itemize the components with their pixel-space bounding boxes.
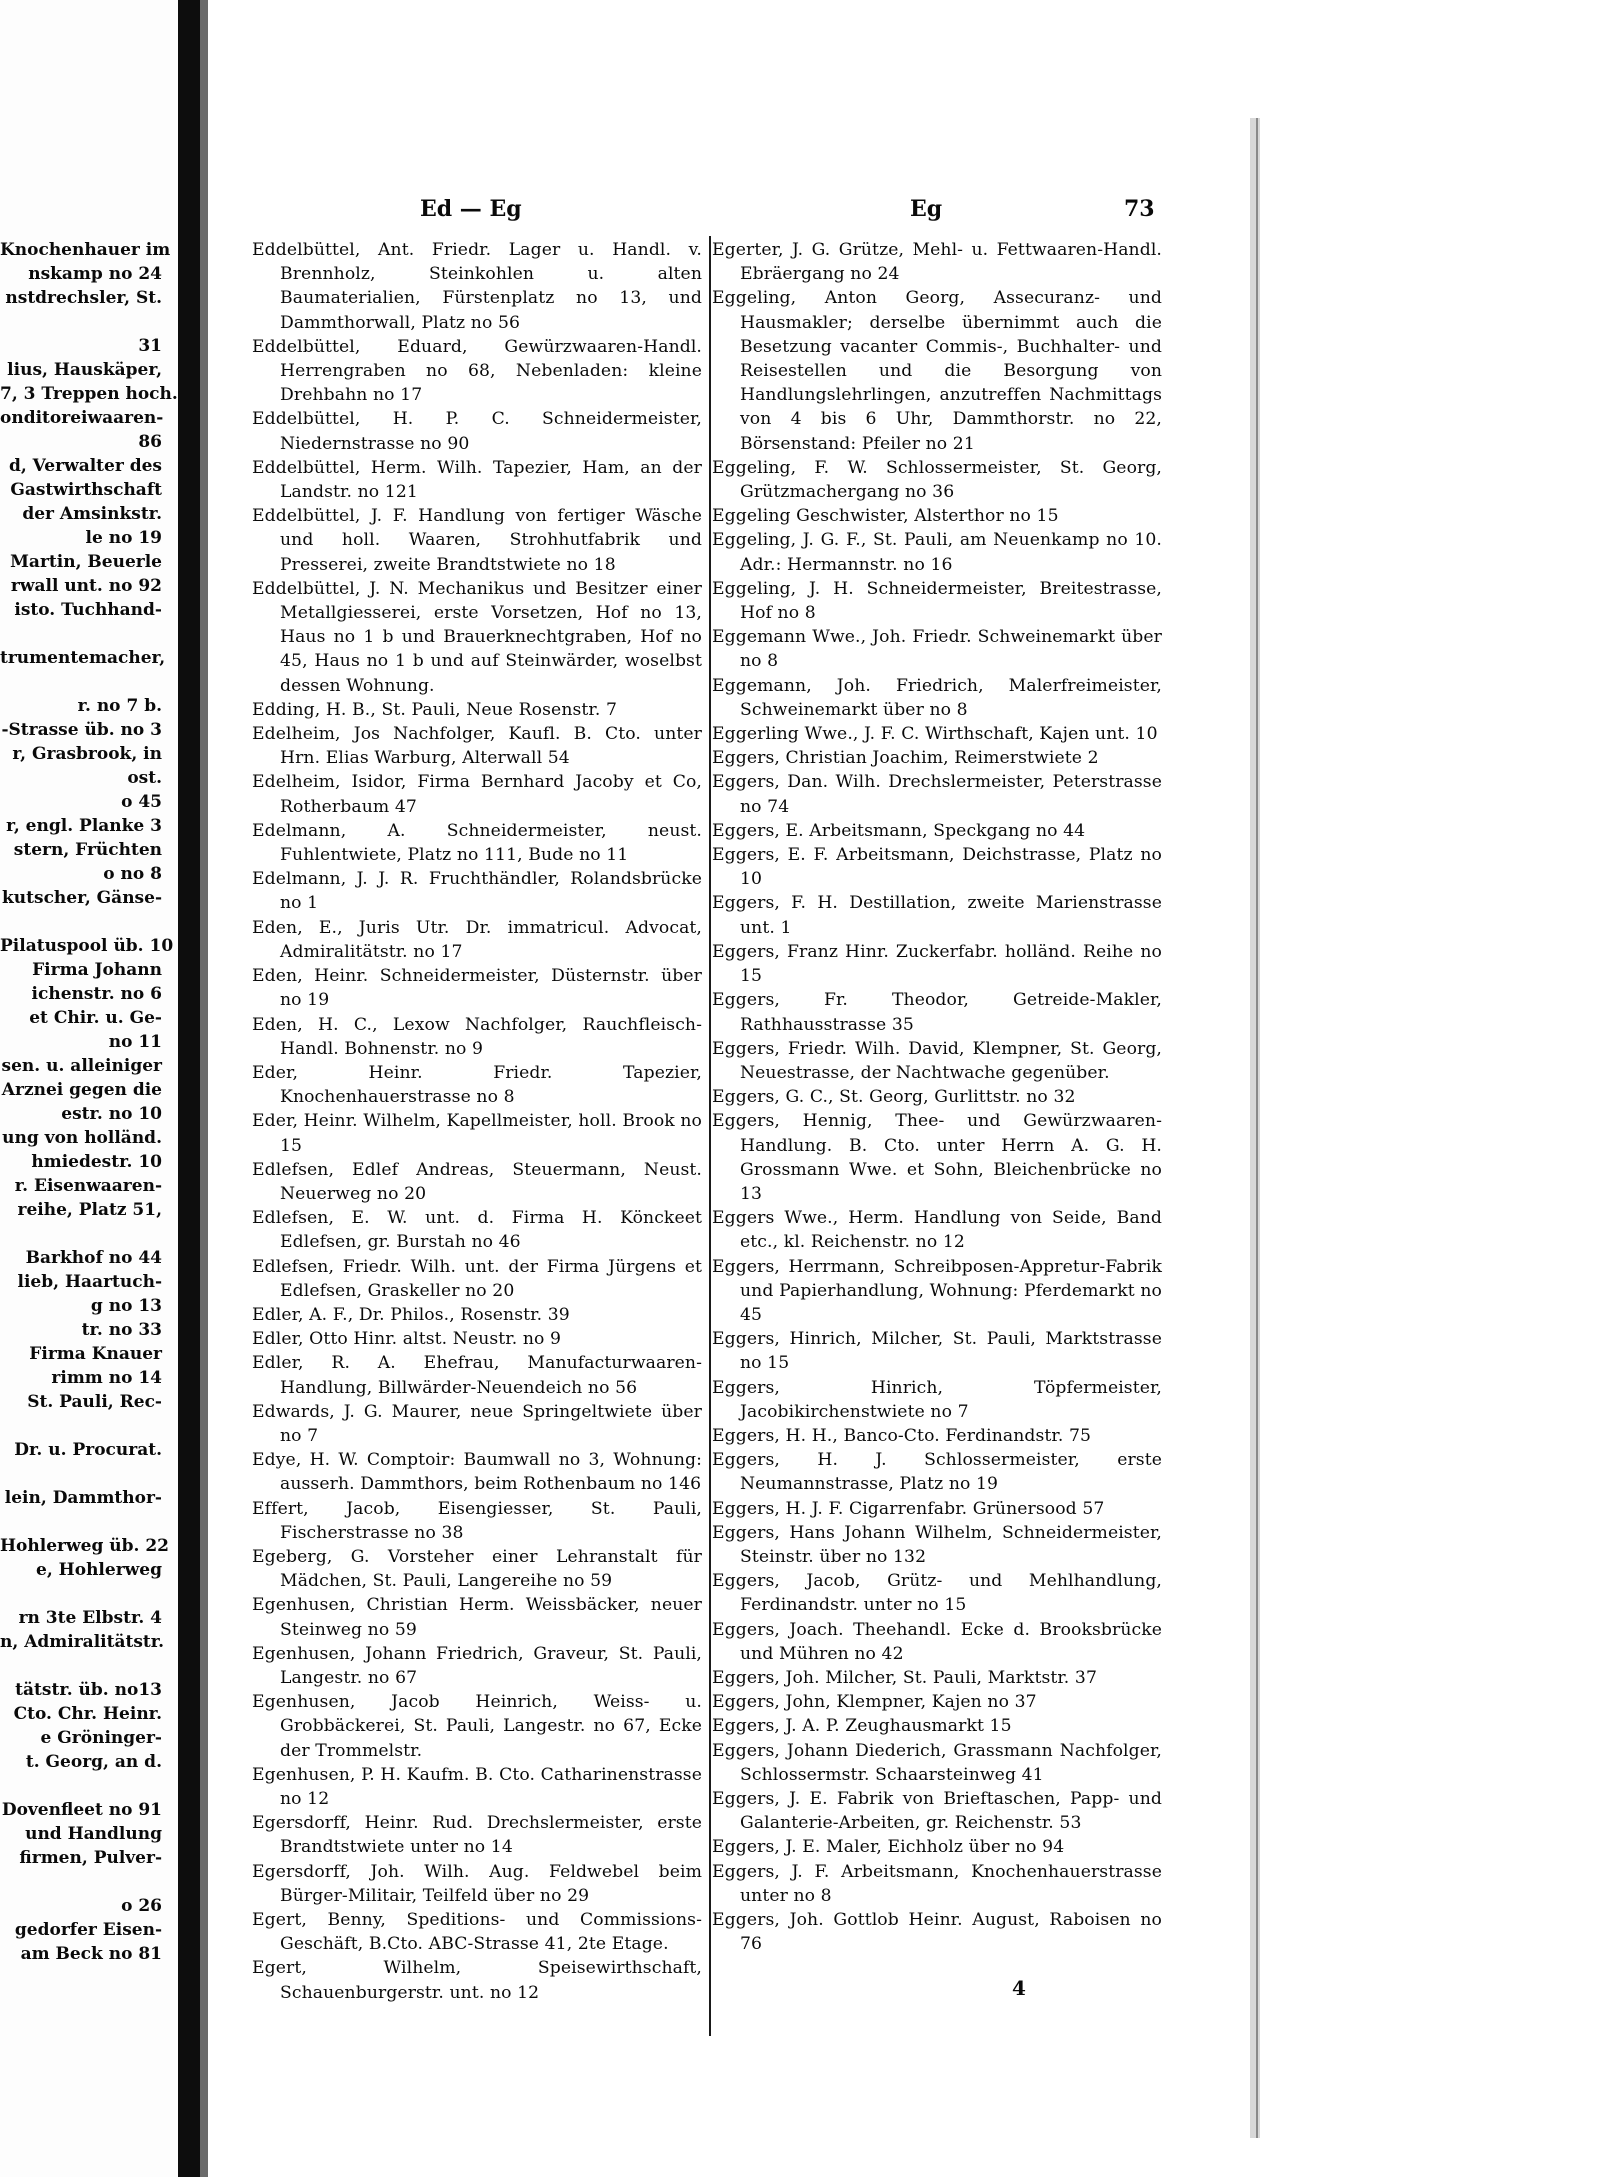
directory-entry: Egersdorff, Joh. Wilh. Aug. Feldwebel beim Bürger-Militair, Teilfeld über no 29 xyxy=(252,1861,702,1906)
left-page-line: o no 8 xyxy=(103,864,162,884)
directory-entry: Eden, H. C., Lexow Nachfolger, Rauchfleisch-Handl. Bohnenstr. no 9 xyxy=(252,1014,702,1059)
book-gutter-shadow xyxy=(200,0,208,2177)
directory-entry: Edler, R. A. Ehefrau, Manufacturwaaren-Handlung, Billwärder-Neuendeich no 56 xyxy=(252,1353,702,1398)
left-page-line: 7, 3 Treppen hoch. xyxy=(0,384,178,404)
left-page-line: et Chir. u. Ge- xyxy=(29,1008,162,1028)
directory-entry: Eggeling, F. W. Schlossermeister, St. Georg, Grützmachergang no 36 xyxy=(712,457,1162,503)
directory-entry: Eggers, H. J. Schlossermeister, erste Neumannstrasse, Platz no 19 xyxy=(712,1450,1162,1495)
directory-entry: Eggers, J. E. Maler, Eichholz über no 94 xyxy=(712,1837,1065,1858)
left-page-line: no 11 xyxy=(108,1032,162,1052)
left-page-line xyxy=(0,1222,178,1246)
left-page-line: r. no 7 b. xyxy=(77,696,162,716)
left-page-line xyxy=(0,670,178,694)
left-page-line: reihe, Platz 51, xyxy=(17,1200,162,1220)
left-page-line: Hohlerweg üb. 22 xyxy=(0,1536,169,1556)
directory-entry: Eder, Heinr. Wilhelm, Kapellmeister, holl. Brook no 15 xyxy=(252,1111,702,1156)
left-page-line: Martin, Beuerle xyxy=(10,552,162,572)
directory-entry: Eggemann, Joh. Friedrich, Malerfreimeister, Schweinemarkt über no 8 xyxy=(712,675,1162,720)
book-gutter xyxy=(178,0,200,2177)
directory-entry: Egerter, J. G. Grütze, Mehl- u. Fettwaaren-Handl. Ebräergang no 24 xyxy=(712,240,1162,285)
directory-entry: Edler, Otto Hinr. altst. Neustr. no 9 xyxy=(252,1329,562,1350)
left-page-line: ichenstr. no 6 xyxy=(31,984,162,1004)
directory-entry: Edelheim, Isidor, Firma Bernhard Jacoby et Co, Rotherbaum 47 xyxy=(252,772,702,817)
left-page-line xyxy=(0,1414,178,1438)
directory-entry: Eggers, Hans Johann Wilhelm, Schneidermeister, Steinstr. über no 132 xyxy=(712,1522,1162,1567)
directory-entry: Eggers, Joach. Theehandl. Ecke d. Brooksbrücke und Mühren no 42 xyxy=(712,1619,1162,1664)
directory-entry: Eggers, F. H. Destillation, zweite Marienstrasse unt. 1 xyxy=(712,893,1162,938)
left-page-line: r, Grasbrook, in xyxy=(12,744,162,764)
directory-entry: Eggers, Hinrich, Töpfermeister, Jacobikirchenstwiete no 7 xyxy=(712,1377,1162,1422)
left-page-line xyxy=(0,1510,178,1534)
directory-entry: Eggeling, J. G. F., St. Pauli, am Neuenkamp no 10. Adr.: Hermannstr. no 16 xyxy=(712,530,1162,575)
left-page-line: sen. u. alleiniger xyxy=(1,1056,162,1076)
left-page-lines xyxy=(0,238,178,1966)
left-page-line: e, Hohlerweg xyxy=(36,1560,162,1580)
directory-entry: Eggers, Franz Hinr. Zuckerfabr. holländ. Reihe no 15 xyxy=(712,941,1162,987)
directory-entry: Eggers, J. E. Fabrik von Brieftaschen, Papp- und Galanterie-Arbeiten, gr. Reichenstr. 53 xyxy=(712,1789,1162,1834)
directory-entry: Eggers Wwe., Herm. Handlung von Seide, Band etc., kl. Reichenstr. no 12 xyxy=(712,1208,1162,1253)
left-page-line xyxy=(0,1462,178,1486)
directory-entry: Egersdorff, Heinr. Rud. Drechslermeister, erste Brandtstwiete unter no 14 xyxy=(252,1813,702,1858)
left-page-line: Pilatuspool üb. 10 xyxy=(0,936,174,956)
left-page-line xyxy=(0,1870,178,1894)
left-page-line: o 45 xyxy=(121,792,162,812)
directory-entry: Eggers, Herrmann, Schreibposen-Appretur-Fabrik und Papierhandlung, Wohnung: Pferdemarkt no 45 xyxy=(712,1256,1162,1325)
directory-entry: Egert, Benny, Speditions- und Commissions-Geschäft, B.Cto. ABC-Strasse 41, 2te Etage. xyxy=(252,1910,702,1955)
left-page-line: r, engl. Planke 3 xyxy=(6,816,162,836)
directory-entry: Eggers, Hennig, Thee- und Gewürzwaaren-Handlung. B. Cto. unter Herrn A. G. H. Grossmann Wwe. et Sohn, Bleichenbrücke no 13 xyxy=(712,1111,1162,1204)
left-page-line: ost. xyxy=(127,768,162,788)
left-page-line: rwall unt. no 92 xyxy=(10,576,162,596)
left-page-line: tätstr. üb. no13 xyxy=(15,1680,162,1700)
directory-entry: Edlefsen, E. W. unt. d. Firma H. Könckeet Edlefsen, gr. Burstah no 46 xyxy=(252,1208,702,1253)
left-page-line: g no 13 xyxy=(90,1296,162,1316)
left-page-line: 31 xyxy=(138,336,162,356)
left-page-line: kutscher, Gänse- xyxy=(2,888,162,908)
left-page-line: lieb, Haartuch- xyxy=(17,1272,162,1292)
directory-entry: Edwards, J. G. Maurer, neue Springeltwiete über no 7 xyxy=(252,1401,702,1446)
directory-entry: Eggers, Joh. Milcher, St. Pauli, Marktstr. 37 xyxy=(712,1667,1098,1688)
left-page-line: Dr. u. Procurat. xyxy=(14,1440,162,1460)
directory-entry: Eggers, E. F. Arbeitsmann, Deichstrasse, Platz no 10 xyxy=(712,845,1162,890)
directory-entry: Eddelbüttel, J. N. Mechanikus und Besitzer einer Metallgiesserei, erste Vorsetzen, Hof no 13, Haus no 1 b und Brauerknechtgraben, Hof no 45, Haus no 1 b und auf Steinwärder, woselbst dessen Wohnung. xyxy=(252,578,702,696)
left-page-line: n, Admiralitätstr. xyxy=(0,1632,165,1652)
directory-entry: Eggers, Fr. Theodor, Getreide-Makler, Rathhausstrasse 35 xyxy=(712,990,1162,1035)
directory-entry: Edlefsen, Edlef Andreas, Steuermann, Neust. Neuerweg no 20 xyxy=(252,1159,702,1204)
left-page-line xyxy=(0,1582,178,1606)
directory-entry: Edelheim, Jos Nachfolger, Kaufl. B. Cto. unter Hrn. Elias Warburg, Alterwall 54 xyxy=(252,724,702,769)
left-page-line: Knochenhauer im xyxy=(0,240,171,260)
directory-entry: Egenhusen, P. H. Kaufm. B. Cto. Catharinenstrasse no 12 xyxy=(252,1764,702,1809)
directory-entry: Edlefsen, Friedr. Wilh. unt. der Firma Jürgens et Edlefsen, Graskeller no 20 xyxy=(252,1256,702,1301)
left-page-line: d, Verwalter des xyxy=(8,456,162,476)
directory-entry: Eggers, Friedr. Wilh. David, Klempner, St. Georg, Neuestrasse, der Nachtwache gegenüber. xyxy=(712,1038,1162,1083)
left-page-line: firmen, Pulver- xyxy=(19,1848,162,1868)
directory-entry: Eddelbüttel, J. F. Handlung von fertiger Wäsche und holl. Waaren, Strohhutfabrik und Presserei, zweite Brandtstwiete no 18 xyxy=(252,506,702,575)
left-page-line: Cto. Chr. Heinr. xyxy=(13,1704,162,1724)
left-page-line xyxy=(0,1654,178,1678)
left-page-line: trumentemacher, xyxy=(0,648,166,668)
left-page-line: -Strasse üb. no 3 xyxy=(1,720,162,740)
left-page-line: stern, Früchten xyxy=(13,840,162,860)
running-head-middle: Eg xyxy=(910,196,943,222)
directory-entry: Eddelbüttel, Eduard, Gewürzwaaren-Handl. Herrengraben no 68, Nebenladen: kleine Drehbahn no 17 xyxy=(252,336,702,406)
left-page-line: lein, Dammthor- xyxy=(4,1488,162,1508)
directory-entry: Edler, A. F., Dr. Philos., Rosenstr. 39 xyxy=(252,1304,570,1325)
left-page-line: estr. no 10 xyxy=(61,1104,162,1124)
left-page-line: nstdrechsler, St. xyxy=(5,288,162,308)
directory-entry: Eddelbüttel, Herm. Wilh. Tapezier, Ham, an der Landstr. no 121 xyxy=(252,457,702,503)
directory-entry: Eggers, H. J. F. Cigarrenfabr. Grünersood 57 xyxy=(712,1498,1105,1519)
directory-entry: Eggemann Wwe., Joh. Friedr. Schweinemarkt über no 8 xyxy=(712,627,1162,672)
directory-entry: Eggers, E. Arbeitsmann, Speckgang no 44 xyxy=(712,820,1086,841)
signature-mark: 4 xyxy=(1012,1976,1026,2000)
left-page-line: le no 19 xyxy=(85,528,162,548)
left-page-line: gedorfer Eisen- xyxy=(14,1920,162,1940)
directory-entry: Eggeling, J. H. Schneidermeister, Breitestrasse, Hof no 8 xyxy=(712,578,1162,624)
left-page-line: tr. no 33 xyxy=(81,1320,162,1340)
left-page-fragment xyxy=(0,0,178,2177)
left-page-line xyxy=(0,1774,178,1798)
directory-entry: Eder, Heinr. Friedr. Tapezier, Knochenhauerstrasse no 8 xyxy=(252,1062,702,1108)
directory-entry: Eggers, Joh. Gottlob Heinr. August, Raboisen no 76 xyxy=(712,1910,1162,1955)
left-page-line: lius, Hauskäper, xyxy=(7,360,162,380)
left-page-line: e Gröninger- xyxy=(40,1728,162,1748)
left-page-line: Arznei gegen die xyxy=(1,1080,162,1100)
left-page-line: St. Pauli, Rec- xyxy=(27,1392,162,1412)
directory-entry: Egenhusen, Johann Friedrich, Graveur, St. Pauli, Langestr. no 67 xyxy=(252,1643,702,1688)
left-page-line: r. Eisenwaaren- xyxy=(14,1176,162,1196)
directory-entry: Eden, Heinr. Schneidermeister, Düsternstr. über no 19 xyxy=(252,966,702,1011)
left-page-line: t. Georg, an d. xyxy=(25,1752,162,1772)
directory-entry: Eggers, G. C., St. Georg, Gurlittstr. no 32 xyxy=(712,1087,1076,1108)
left-page-line: der Amsinkstr. xyxy=(22,504,162,524)
left-page-line: Firma Knauer xyxy=(29,1344,162,1364)
left-page-line: ung von holländ. xyxy=(2,1128,162,1148)
running-head-left: Ed — Eg xyxy=(420,196,522,222)
directory-entry: Eggers, J. A. P. Zeughausmarkt 15 xyxy=(712,1716,1012,1737)
directory-entry: Edding, H. B., St. Pauli, Neue Rosenstr. 7 xyxy=(252,699,618,720)
directory-entry: Eggers, Hinrich, Milcher, St. Pauli, Marktstrasse no 15 xyxy=(712,1329,1162,1374)
directory-entry: Eddelbüttel, H. P. C. Schneidermeister, Niedernstrasse no 90 xyxy=(252,409,702,454)
left-page-line: isto. Tuchhand- xyxy=(14,600,162,620)
directory-entry: Edelmann, J. J. R. Fruchthändler, Rolandsbrücke no 1 xyxy=(252,869,702,914)
directory-entry: Eden, E., Juris Utr. Dr. immatricul. Advocat, Admiralitätstr. no 17 xyxy=(252,917,702,962)
directory-entry: Eggers, Johann Diederich, Grassmann Nachfolger, Schlossermstr. Schaarsteinweg 41 xyxy=(712,1740,1162,1785)
left-page-line: Dovenfleet no 91 xyxy=(1,1800,162,1820)
directory-entry: Eggers, Jacob, Grütz- und Mehlhandlung, Ferdinandstr. unter no 15 xyxy=(712,1571,1162,1616)
directory-entry: Eggeling, Anton Georg, Assecuranz- und Hausmakler; derselbe übernimmt auch die Besetzung vacanter Commis-, Buchhalter- und Reisestellen und die Besorgung von Handlungslehrlingen, anzutreffen Nachmittags von 4 bis 6 Uhr, Dammthorstr. no 22, Börsenstand: Pfeiler no 21 xyxy=(712,288,1162,454)
directory-entry: Egenhusen, Jacob Heinrich, Weiss- u. Grobbäckerei, St. Pauli, Langestr. no 67, Ecke der Trommelstr. xyxy=(252,1692,702,1761)
left-page-line xyxy=(0,622,178,646)
directory-entry: Eggeling Geschwister, Alsterthor no 15 xyxy=(712,506,1059,527)
page-edge xyxy=(1250,118,1260,2138)
column-divider xyxy=(709,236,711,2036)
directory-entry: Eddelbüttel, Ant. Friedr. Lager u. Handl. v. Brennholz, Steinkohlen u. alten Baumaterialien, Fürstenplatz no 13, und Dammthorwall, Platz no 56 xyxy=(252,240,702,333)
directory-column-left xyxy=(252,238,702,2005)
directory-column-right xyxy=(712,238,1162,1956)
left-page-line: 86 xyxy=(138,432,162,452)
left-page-line: Firma Johann xyxy=(32,960,162,980)
directory-entry: Eggers, Dan. Wilh. Drechslermeister, Peterstrasse no 74 xyxy=(712,772,1162,817)
directory-entry: Effert, Jacob, Eisengiesser, St. Pauli, Fischerstrasse no 38 xyxy=(252,1498,702,1543)
left-page-line: rn 3te Elbstr. 4 xyxy=(18,1608,162,1628)
page-number: 73 xyxy=(1124,196,1155,222)
left-page-line: Barkhof no 44 xyxy=(25,1248,162,1268)
directory-entry: Eggerling Wwe., J. F. C. Wirthschaft, Kajen unt. 10 xyxy=(712,724,1158,745)
left-page-line: onditoreiwaaren- xyxy=(0,408,164,428)
directory-entry: Eggers, J. F. Arbeitsmann, Knochenhauerstrasse unter no 8 xyxy=(712,1861,1162,1906)
directory-entry: Edye, H. W. Comptoir: Baumwall no 3, Wohnung: ausserh. Dammthors, beim Rothenbaum no 146 xyxy=(252,1450,702,1495)
left-page-line: rimm no 14 xyxy=(51,1368,162,1388)
page-edge-line xyxy=(1256,118,1258,2138)
left-page-line: Gastwirthschaft xyxy=(10,480,162,500)
left-page-line: hmiedestr. 10 xyxy=(31,1152,162,1172)
left-page-line: am Beck no 81 xyxy=(20,1944,162,1964)
left-page-line xyxy=(0,910,178,934)
directory-entry: Egeberg, G. Vorsteher einer Lehranstalt für Mädchen, St. Pauli, Langereihe no 59 xyxy=(252,1546,702,1592)
left-page-line: o 26 xyxy=(121,1896,162,1916)
directory-entry: Eggers, John, Klempner, Kajen no 37 xyxy=(712,1692,1037,1713)
left-page-line: und Handlung xyxy=(25,1824,162,1844)
directory-entry: Eggers, Christian Joachim, Reimerstwiete 2 xyxy=(712,748,1099,769)
left-page-line xyxy=(0,310,178,334)
left-page-line: nskamp no 24 xyxy=(28,264,162,284)
directory-entry: Egert, Wilhelm, Speisewirthschaft, Schauenburgerstr. unt. no 12 xyxy=(252,1958,702,2003)
directory-entry: Egenhusen, Christian Herm. Weissbäcker, neuer Steinweg no 59 xyxy=(252,1595,702,1640)
directory-entry: Eggers, H. H., Banco-Cto. Ferdinandstr. 75 xyxy=(712,1425,1092,1446)
directory-entry: Edelmann, A. Schneidermeister, neust. Fuhlentwiete, Platz no 111, Bude no 11 xyxy=(252,820,702,866)
